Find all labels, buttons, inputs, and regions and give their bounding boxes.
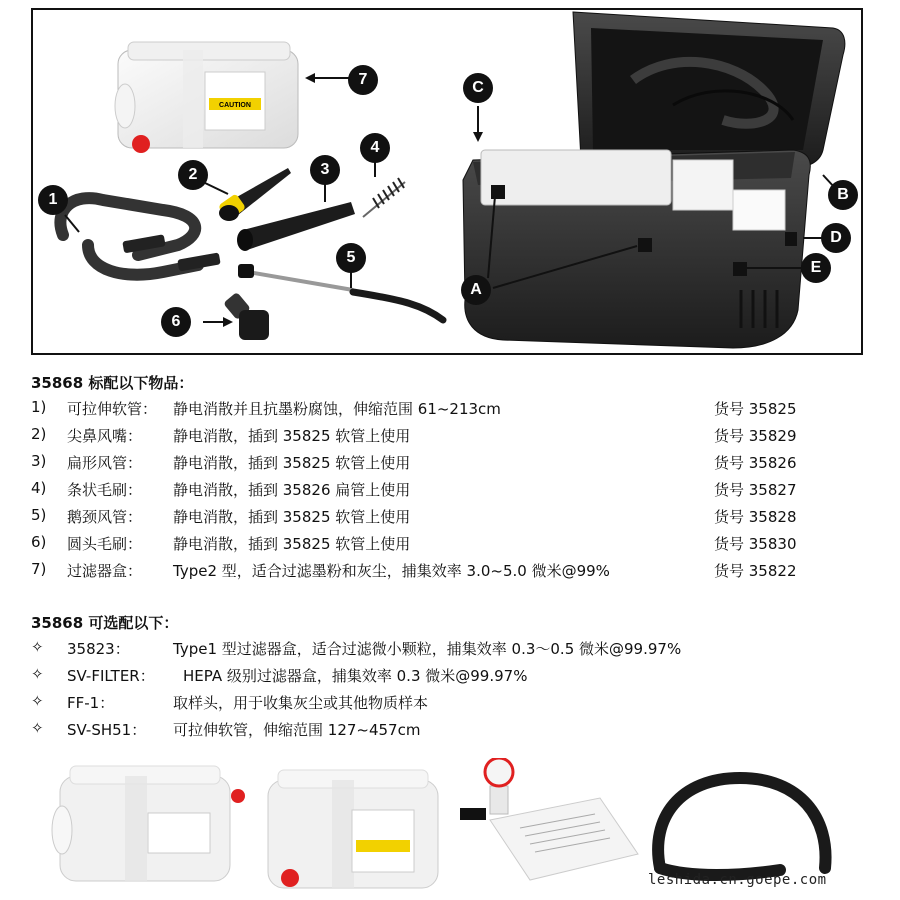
item-name: 可拉伸软管： bbox=[67, 400, 158, 418]
item-name: 扁形风管： bbox=[67, 454, 143, 472]
watermark-text: leshida.cn.goepe.com bbox=[648, 872, 827, 888]
item-description: 静电消散，插到 35825 软管上使用 bbox=[173, 454, 411, 472]
type1-filter-photo bbox=[52, 766, 245, 881]
diamond-bullet-icon: ✧ bbox=[31, 665, 44, 683]
item-number: 6) bbox=[31, 533, 47, 551]
callout-a: A bbox=[461, 275, 491, 305]
option-code: 35823： bbox=[67, 640, 130, 658]
callout-2: 2 bbox=[178, 160, 208, 190]
callout-d: D bbox=[821, 223, 851, 253]
item-name: 过滤器盒： bbox=[67, 562, 143, 580]
item-part-number: 货号 35826 bbox=[714, 454, 797, 472]
diamond-bullet-icon: ✧ bbox=[31, 692, 44, 710]
list-item bbox=[31, 398, 831, 420]
callout-c: C bbox=[463, 73, 493, 103]
item-part-number: 货号 35825 bbox=[714, 400, 797, 418]
item-number: 4) bbox=[31, 479, 47, 497]
item-name: 条状毛刷： bbox=[67, 481, 143, 499]
callout-b: B bbox=[828, 180, 858, 210]
option-code: FF-1： bbox=[67, 694, 115, 712]
item-number: 3) bbox=[31, 452, 47, 470]
item-number: 1) bbox=[31, 398, 47, 416]
list-item bbox=[31, 425, 831, 447]
product-diagram bbox=[31, 8, 863, 355]
product-illustration bbox=[33, 10, 863, 355]
item-part-number: 货号 35827 bbox=[714, 481, 797, 499]
list-item bbox=[31, 692, 831, 714]
item-description: 静电消散，插到 35825 软管上使用 bbox=[173, 427, 411, 445]
list-item bbox=[31, 665, 831, 687]
optional-items-title: 35868 可选配以下： bbox=[31, 614, 179, 632]
item-number: 2) bbox=[31, 425, 47, 443]
item-number: 5) bbox=[31, 506, 47, 524]
item-part-number: 货号 35829 bbox=[714, 427, 797, 445]
item-description: 静电消散，插到 35825 软管上使用 bbox=[173, 535, 411, 553]
callout-1: 1 bbox=[38, 185, 68, 215]
callout-7: 7 bbox=[348, 65, 378, 95]
list-item bbox=[31, 452, 831, 474]
item-number: 7) bbox=[31, 560, 47, 578]
item-description: Type2 型，适合过滤墨粉和灰尘，捕集效率 3.0~5.0 微米@99% bbox=[173, 562, 610, 580]
option-code: SV-SH51： bbox=[67, 721, 147, 739]
list-item bbox=[31, 638, 831, 660]
standard-items-title: 35868 标配以下物品： bbox=[31, 374, 194, 392]
callout-3: 3 bbox=[310, 155, 340, 185]
caution-label: CAUTION bbox=[219, 102, 251, 109]
option-description: Type1 型过滤器盒，适合过滤微小颗粒，捕集效率 0.3～0.5 微米@99.97% bbox=[173, 640, 682, 658]
callout-e: E bbox=[801, 253, 831, 283]
sampling-head-photo bbox=[460, 758, 638, 880]
item-part-number: 货号 35828 bbox=[714, 508, 797, 526]
diamond-bullet-icon: ✧ bbox=[31, 638, 44, 656]
option-code: SV-FILTER： bbox=[67, 667, 155, 685]
item-name: 圆头毛刷： bbox=[67, 535, 143, 553]
item-part-number: 货号 35830 bbox=[714, 535, 797, 553]
item-description: 静电消散并且抗墨粉腐蚀，伸缩范围 61~213cm bbox=[173, 400, 501, 418]
option-description: 取样头，用于收集灰尘或其他物质样本 bbox=[173, 694, 429, 712]
hepa-filter-photo bbox=[268, 770, 438, 888]
option-description: 可拉伸软管，伸缩范围 127~457cm bbox=[173, 721, 421, 739]
callout-5: 5 bbox=[336, 243, 366, 273]
item-name: 尖鼻风嘴： bbox=[67, 427, 143, 445]
vacuum-case-illustration bbox=[463, 12, 845, 348]
item-description: 静电消散，插到 35825 软管上使用 bbox=[173, 508, 411, 526]
list-item bbox=[31, 560, 831, 582]
list-item bbox=[31, 719, 831, 741]
option-description: HEPA 级别过滤器盒，捕集效率 0.3 微米@99.97% bbox=[183, 667, 528, 685]
callout-6: 6 bbox=[161, 307, 191, 337]
item-name: 鹅颈风管： bbox=[67, 508, 143, 526]
list-item bbox=[31, 533, 831, 555]
list-item bbox=[31, 479, 831, 501]
list-item bbox=[31, 506, 831, 528]
item-part-number: 货号 35822 bbox=[714, 562, 797, 580]
item-description: 静电消散，插到 35826 扁管上使用 bbox=[173, 481, 411, 499]
diamond-bullet-icon: ✧ bbox=[31, 719, 44, 737]
callout-4: 4 bbox=[360, 133, 390, 163]
filter-cartridge-illustration bbox=[115, 42, 298, 153]
